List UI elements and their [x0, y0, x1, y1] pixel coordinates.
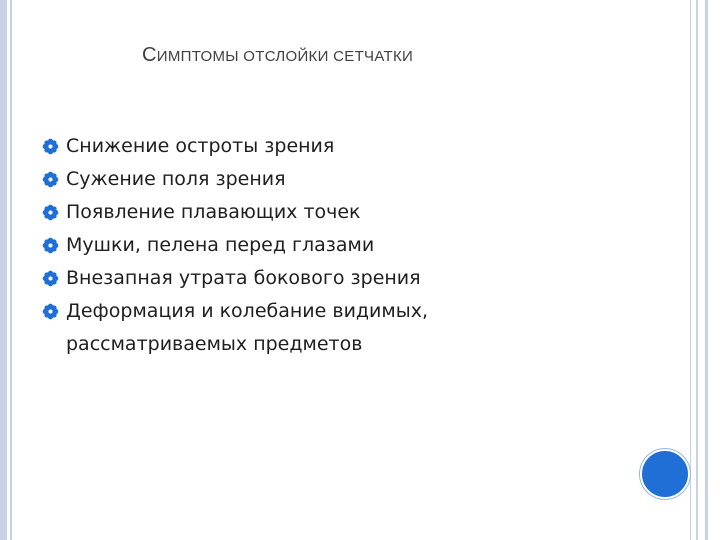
list-item-text: Внезапная утрата бокового зрения	[66, 267, 421, 289]
decorative-line-left-inner	[10, 0, 12, 540]
decorative-line-right-a	[690, 0, 691, 540]
gear-flower-icon	[42, 237, 59, 254]
list-item-text: Появление плавающих точек	[66, 201, 361, 223]
title-first-letter: С	[142, 44, 157, 66]
slide-title	[142, 44, 662, 67]
list-item	[40, 196, 660, 229]
gear-flower-icon	[42, 171, 59, 188]
list-item-text-continued: рассматриваемых предметов	[66, 333, 363, 355]
list-item	[40, 163, 660, 196]
list-item	[40, 229, 660, 262]
gear-flower-icon	[42, 303, 59, 320]
list-item-text: Мушки, пелена перед глазами	[66, 234, 375, 256]
navigation-circle-button[interactable]	[640, 449, 690, 499]
list-item	[40, 295, 660, 361]
list-item	[40, 130, 660, 163]
decorative-line-right-b	[696, 0, 698, 540]
decorative-line-left-outer	[0, 0, 7, 540]
title-rest: ИМПТОМЫ ОТСЛОЙКИ СЕТЧАТКИ	[156, 48, 414, 65]
list-item	[40, 262, 660, 295]
gear-flower-icon	[42, 204, 59, 221]
list-item-text: Деформация и колебание видимых,	[66, 300, 429, 322]
gear-flower-icon	[42, 270, 59, 287]
decorative-line-right-c	[705, 0, 708, 540]
list-item-text: Снижение остроты зрения	[66, 135, 335, 157]
symptom-list	[40, 130, 660, 361]
gear-flower-icon	[42, 138, 59, 155]
list-item-text: Сужение поля зрения	[66, 168, 286, 190]
